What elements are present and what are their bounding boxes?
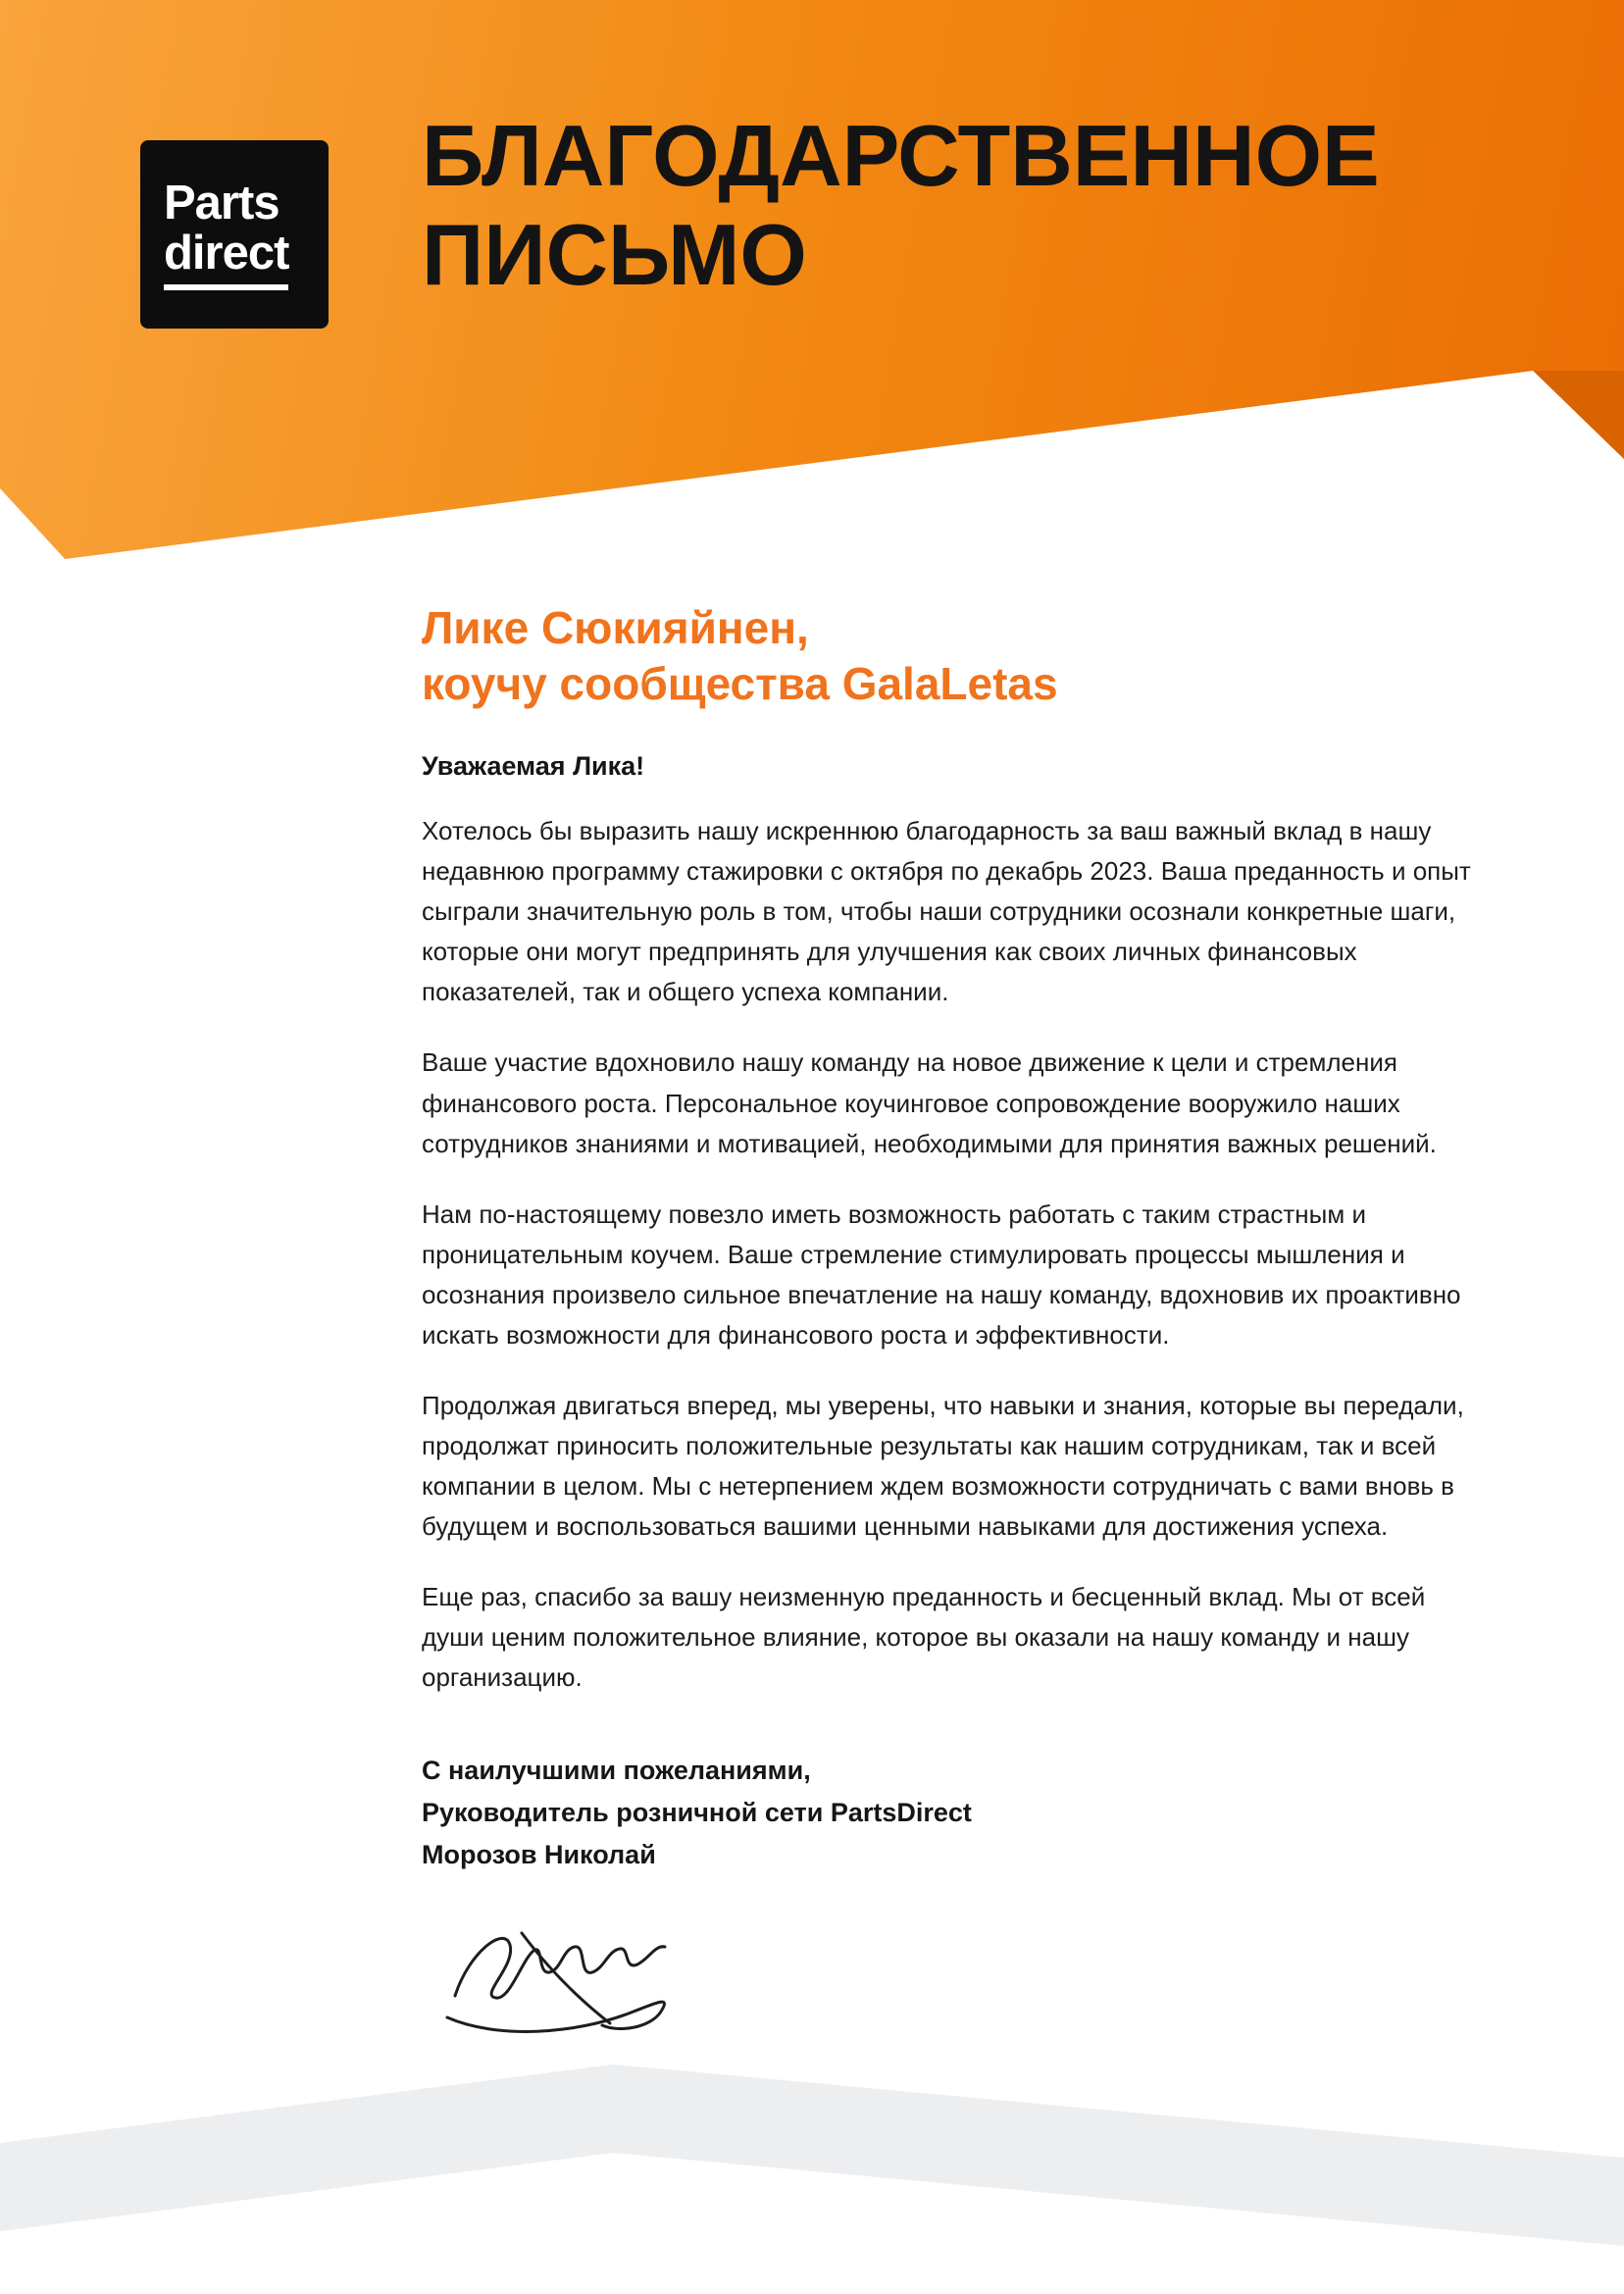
closing-line3: Морозов Николай — [422, 1839, 656, 1869]
body-paragraph-5: Еще раз, спасибо за вашу неизменную преданность и бесценный вклад. Мы от всей души ценим положительное влияние, которое вы оказали на нашу команду и нашу организацию. — [422, 1582, 1426, 1693]
page-title-line1: БЛАГОДАРСТВЕННОЕ — [422, 107, 1380, 204]
recipient-role: коучу сообщества GalaLetas — [422, 658, 1058, 710]
handwritten-signature — [428, 1902, 1486, 2064]
logo-text-line2: direct — [164, 229, 288, 291]
recipient-heading — [422, 600, 1486, 712]
closing-block — [422, 1750, 1486, 1877]
header-banner — [0, 0, 1624, 588]
page-title-line2: ПИСЬМО — [422, 206, 807, 304]
logo-text-line1: Parts — [164, 176, 279, 229]
signature-graphic — [428, 1902, 722, 2059]
body-paragraph-2: Ваше участие вдохновило нашу команду на новое движение к цели и стремления финансового роста. Персональное коучинговое сопровождение вооружило наших сотрудников знаниями и мотивацией, необходимыми для принятия важных решений. — [422, 1047, 1437, 1158]
body-paragraph-1: Хотелось бы выразить нашу искреннюю благодарность за ваш важный вклад в нашу недавнюю программу стажировки с октября по декабрь 2023. Ваша преданность и опыт сыграли значительную роль в том, чтобы наши сотрудники осознали конкретные шаги, которые они могут предпринять для улучшения как своих личных финансовых показателей, так и общего успеха компании. — [422, 816, 1471, 1007]
footer-chevron-band — [0, 2060, 1624, 2275]
page-title — [422, 106, 1380, 304]
body-paragraph-3: Нам по-настоящему повезло иметь возможность работать с таким страстным и проницательным коучем. Ваше стремление стимулировать процессы мышления и осознания произвело сильное впечатление на нашу команду, вдохновив их проактивно искать возможности для финансового роста и эффективности. — [422, 1198, 1461, 1350]
body-paragraph-4: Продолжая двигаться вперед, мы уверены, что навыки и знания, которые вы передали, продолжат приносить положительные результаты как нашим сотрудникам, так и всей компании в целом. Мы с нетерпением ждем возможности сотрудничать с вами вновь в будущем и воспользоваться вашими ценными навыками для достижения успеха. — [422, 1391, 1464, 1542]
recipient-name: Лике Сюкияйнен, — [422, 602, 809, 653]
closing-line1: С наилучшими пожеланиями, — [422, 1755, 811, 1785]
salutation: Уважаемая Лика! — [422, 751, 645, 782]
partsdirect-logo — [140, 140, 329, 329]
closing-line2: Руководитель розничной сети PartsDirect — [422, 1797, 972, 1827]
letter-content — [422, 586, 1486, 2064]
